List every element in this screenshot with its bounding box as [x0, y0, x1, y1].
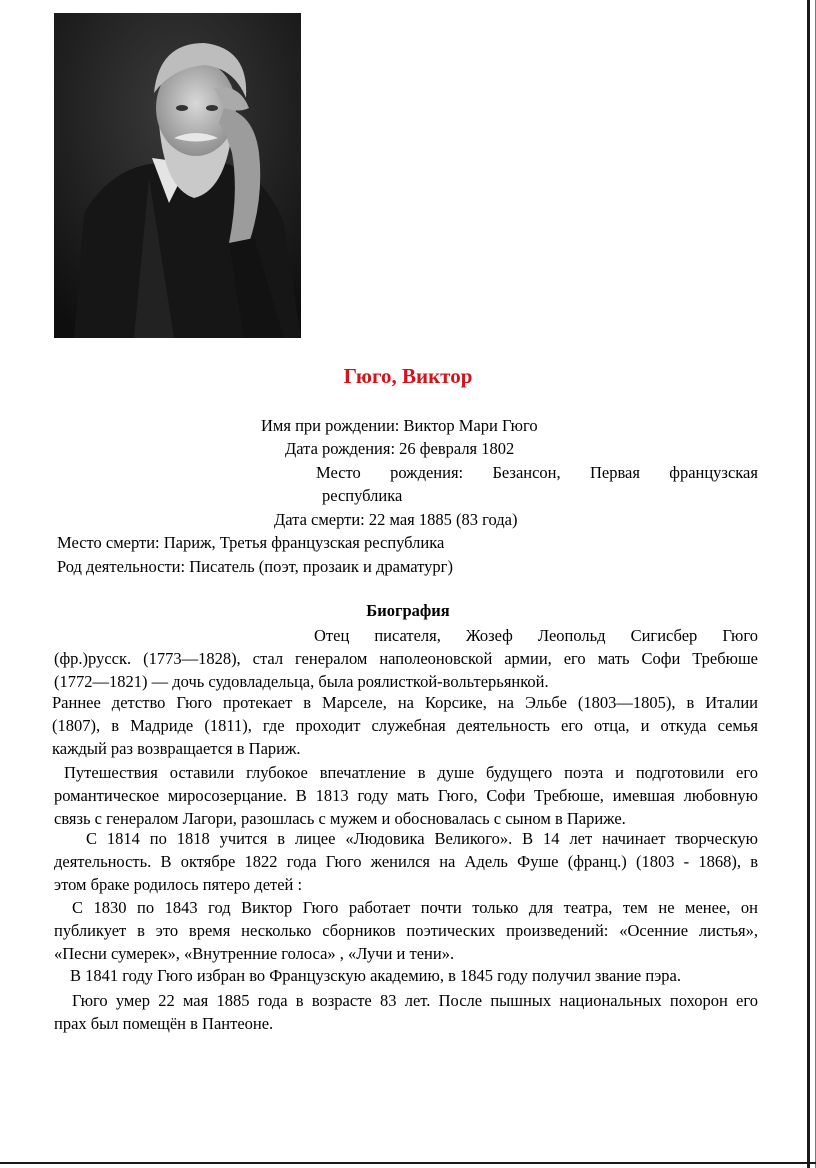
text-line: С 1814 по 1818 учится в лицее «Людовика Великого». В 14 лет начинает творческую	[86, 829, 758, 848]
birth-place-word: Место	[316, 463, 361, 482]
death-date: Дата смерти: 22 мая 1885 (83 года)	[274, 510, 518, 529]
text-line: связь с генералом Лагори, разошлась с мужем и обосновалась с сыном в Париже.	[54, 809, 626, 828]
biography-heading: Биография	[366, 601, 450, 620]
page-title: Гюго, Виктор	[343, 364, 473, 388]
occupation: Род деятельности: Писатель (поэт, прозаик и драматург)	[57, 557, 453, 576]
birth-place-word: рождения:	[390, 463, 464, 482]
text-line: этом браке родилось пятеро детей :	[54, 875, 303, 894]
text-line: (фр.)русск. (1773—1828), стал генералом наполеоновской армии, его мать Софи Требюше	[54, 649, 758, 668]
birth-name: Имя при рождении: Виктор Мари Гюго	[261, 416, 538, 435]
text-line: Гюго умер 22 мая 1885 года в возрасте 83 лет. После пышных национальных похорон его	[72, 991, 758, 1010]
biography-paragraph	[54, 827, 758, 896]
biography-paragraph	[54, 964, 758, 987]
text-line: деятельность. В октябре 1822 года Гюго женился на Адель Фуше (франц.) (1803 - 1868), в	[54, 852, 758, 871]
text-line: Раннее детство Гюго протекает в Марселе, на Корсике, на Эльбе (1803—1805), в Италии	[52, 693, 758, 712]
text-line: каждый раз возвращается в Париж.	[52, 739, 301, 758]
biography-paragraph	[54, 989, 758, 1035]
biography-paragraph	[54, 896, 758, 965]
birth-place-word: Первая	[589, 463, 640, 482]
text-line: романтическое миросозерцание. В 1813 году мать Гюго, Софи Требюше, имевшая любовную	[54, 786, 758, 805]
text-line: В 1841 году Гюго избран во Французскую академию, в 1845 году получил звание пэра.	[70, 966, 681, 985]
page-border	[807, 0, 810, 1168]
page-border	[0, 1162, 816, 1164]
birth-place-word: Безансон,	[492, 463, 561, 482]
text-line: Отец писателя, Жозеф Леопольд Сигисбер Гюго	[314, 626, 758, 645]
portrait-photo	[54, 13, 301, 338]
text-line: «Песни сумерек», «Внутренние голоса» , «Лучи и тени».	[54, 944, 455, 963]
biography-paragraph	[54, 761, 758, 830]
text-line: С 1830 по 1843 год Виктор Гюго работает почти только для театра, тем не менее, он	[72, 898, 758, 917]
text-line: (1807), в Мадриде (1811), где проходит служебная деятельность его отца, и откуда семья	[52, 716, 758, 735]
text-line: публикует в это время несколько сборников поэтических произведений: «Осенние листья»,	[54, 921, 758, 940]
text-line: Путешествия оставили глубокое впечатление в душе будущего поэта и подготовили его	[64, 763, 758, 782]
birth-place-word: французская	[669, 463, 758, 482]
biography-paragraph	[52, 691, 758, 760]
birth-place	[316, 461, 758, 484]
birth-place-continuation: республика	[322, 486, 403, 505]
biography-paragraph	[54, 624, 758, 693]
text-line: прах был помещён в Пантеоне.	[54, 1014, 274, 1033]
death-place: Место смерти: Париж, Третья французская республика	[57, 533, 445, 552]
birth-date: Дата рождения: 26 февраля 1802	[285, 439, 515, 458]
text-line: (1772—1821) — дочь судовладельца, была роялисткой-вольтерьянкой.	[54, 672, 549, 691]
